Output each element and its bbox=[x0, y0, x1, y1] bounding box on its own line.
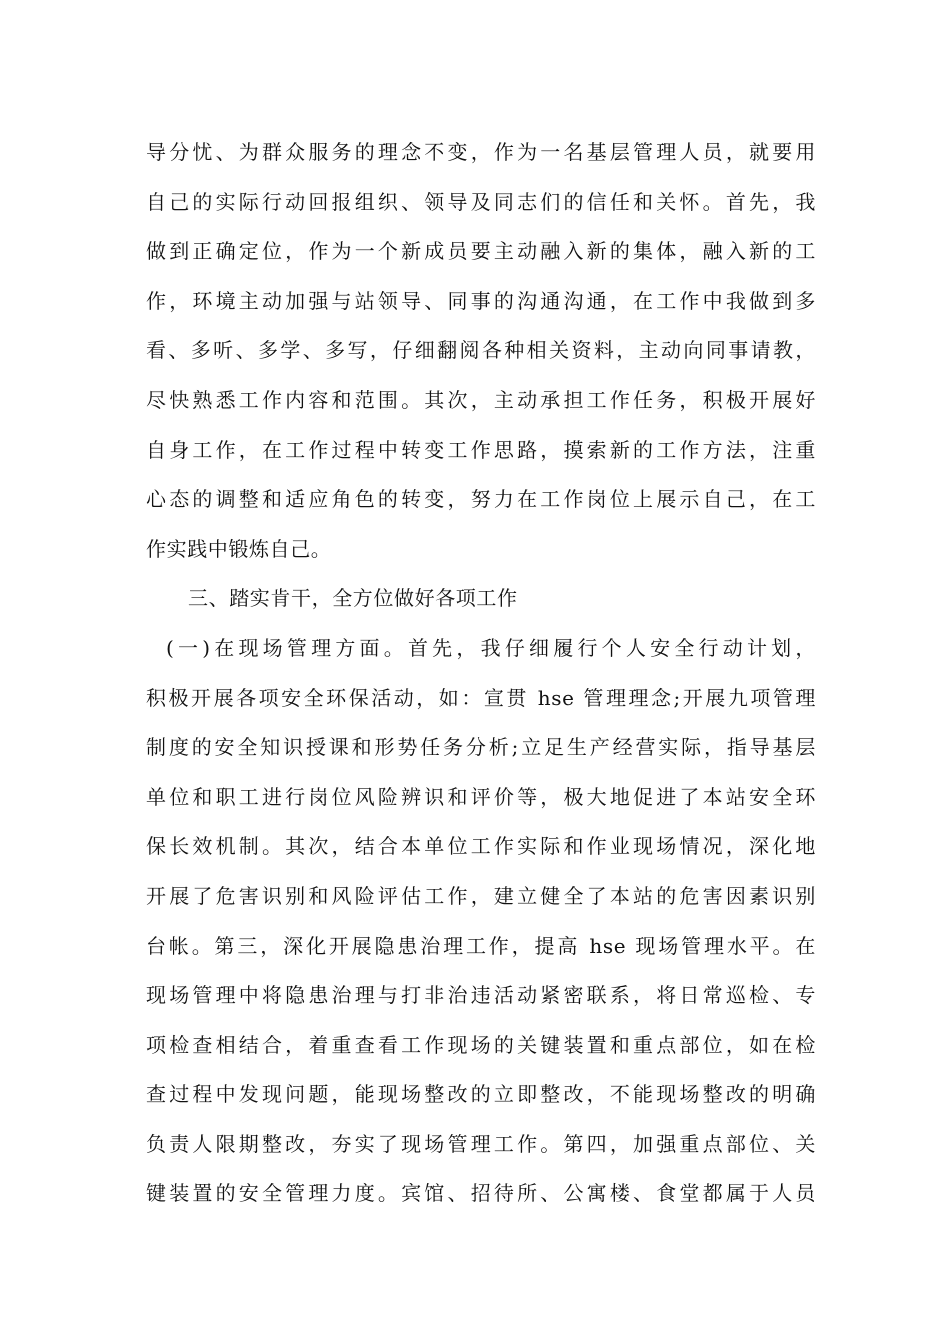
text-line: 自己的实际行动回报组织、领导及同志们的信任和关怀。首先，我 bbox=[146, 189, 816, 214]
text-line: 作实践中锻炼自己。 bbox=[146, 536, 332, 561]
text-line: 作，环境主动加强与站领导、同事的沟通沟通，在工作中我做到多 bbox=[146, 288, 816, 313]
text-line: 导分忧、为群众服务的理念不变，作为一名基层管理人员，就要用 bbox=[146, 140, 816, 164]
text-line: 保长效机制。其次，结合本单位工作实际和作业现场情况，深化地 bbox=[146, 834, 816, 859]
document-body bbox=[146, 128, 816, 1219]
text-line: 看、多听、多学、多写，仔细翻阅各种相关资料，主动向同事请教， bbox=[146, 338, 816, 363]
text-line: 台帐。第三，深化开展隐患治理工作，提高 hse 现场管理水平。在 bbox=[146, 933, 816, 958]
text-line: 心态的调整和适应角色的转变，努力在工作岗位上展示自己，在工 bbox=[146, 487, 816, 512]
text-line: 负责人限期整改，夯实了现场管理工作。第四，加强重点部位、关 bbox=[146, 1131, 816, 1156]
text-line: 项检查相结合，着重查看工作现场的关键装置和重点部位，如在检 bbox=[146, 1032, 816, 1057]
text-line: 键装置的安全管理力度。宾馆、招待所、公寓楼、食堂都属于人员 bbox=[146, 1181, 816, 1206]
text-line: 现场管理中将隐患治理与打非治违活动紧密联系，将日常巡检、专 bbox=[146, 983, 816, 1008]
text-line: 制度的安全知识授课和形势任务分析;立足生产经营实际，指导基层 bbox=[146, 735, 816, 760]
text-line: 尽快熟悉工作内容和范围。其次，主动承担工作任务，积极开展好 bbox=[146, 387, 816, 412]
text-line: 积极开展各项安全环保活动，如：宣贯 hse 管理理念;开展九项管理 bbox=[146, 685, 816, 710]
text-line: 开展了危害识别和风险评估工作，建立健全了本站的危害因素识别 bbox=[146, 883, 816, 908]
section-heading: 三、踏实肯干，全方位做好各项工作 bbox=[188, 586, 518, 611]
text-line: (一)在现场管理方面。首先，我仔细履行个人安全行动计划， bbox=[166, 635, 816, 660]
text-line: 单位和职工进行岗位风险辨识和评价等，极大地促进了本站安全环 bbox=[146, 784, 816, 809]
text-line: 做到正确定位，作为一个新成员要主动融入新的集体，融入新的工 bbox=[146, 239, 816, 264]
text-line: 查过程中发现问题，能现场整改的立即整改，不能现场整改的明确 bbox=[146, 1082, 816, 1107]
text-line: 自身工作，在工作过程中转变工作思路，摸索新的工作方法，注重 bbox=[146, 437, 816, 462]
